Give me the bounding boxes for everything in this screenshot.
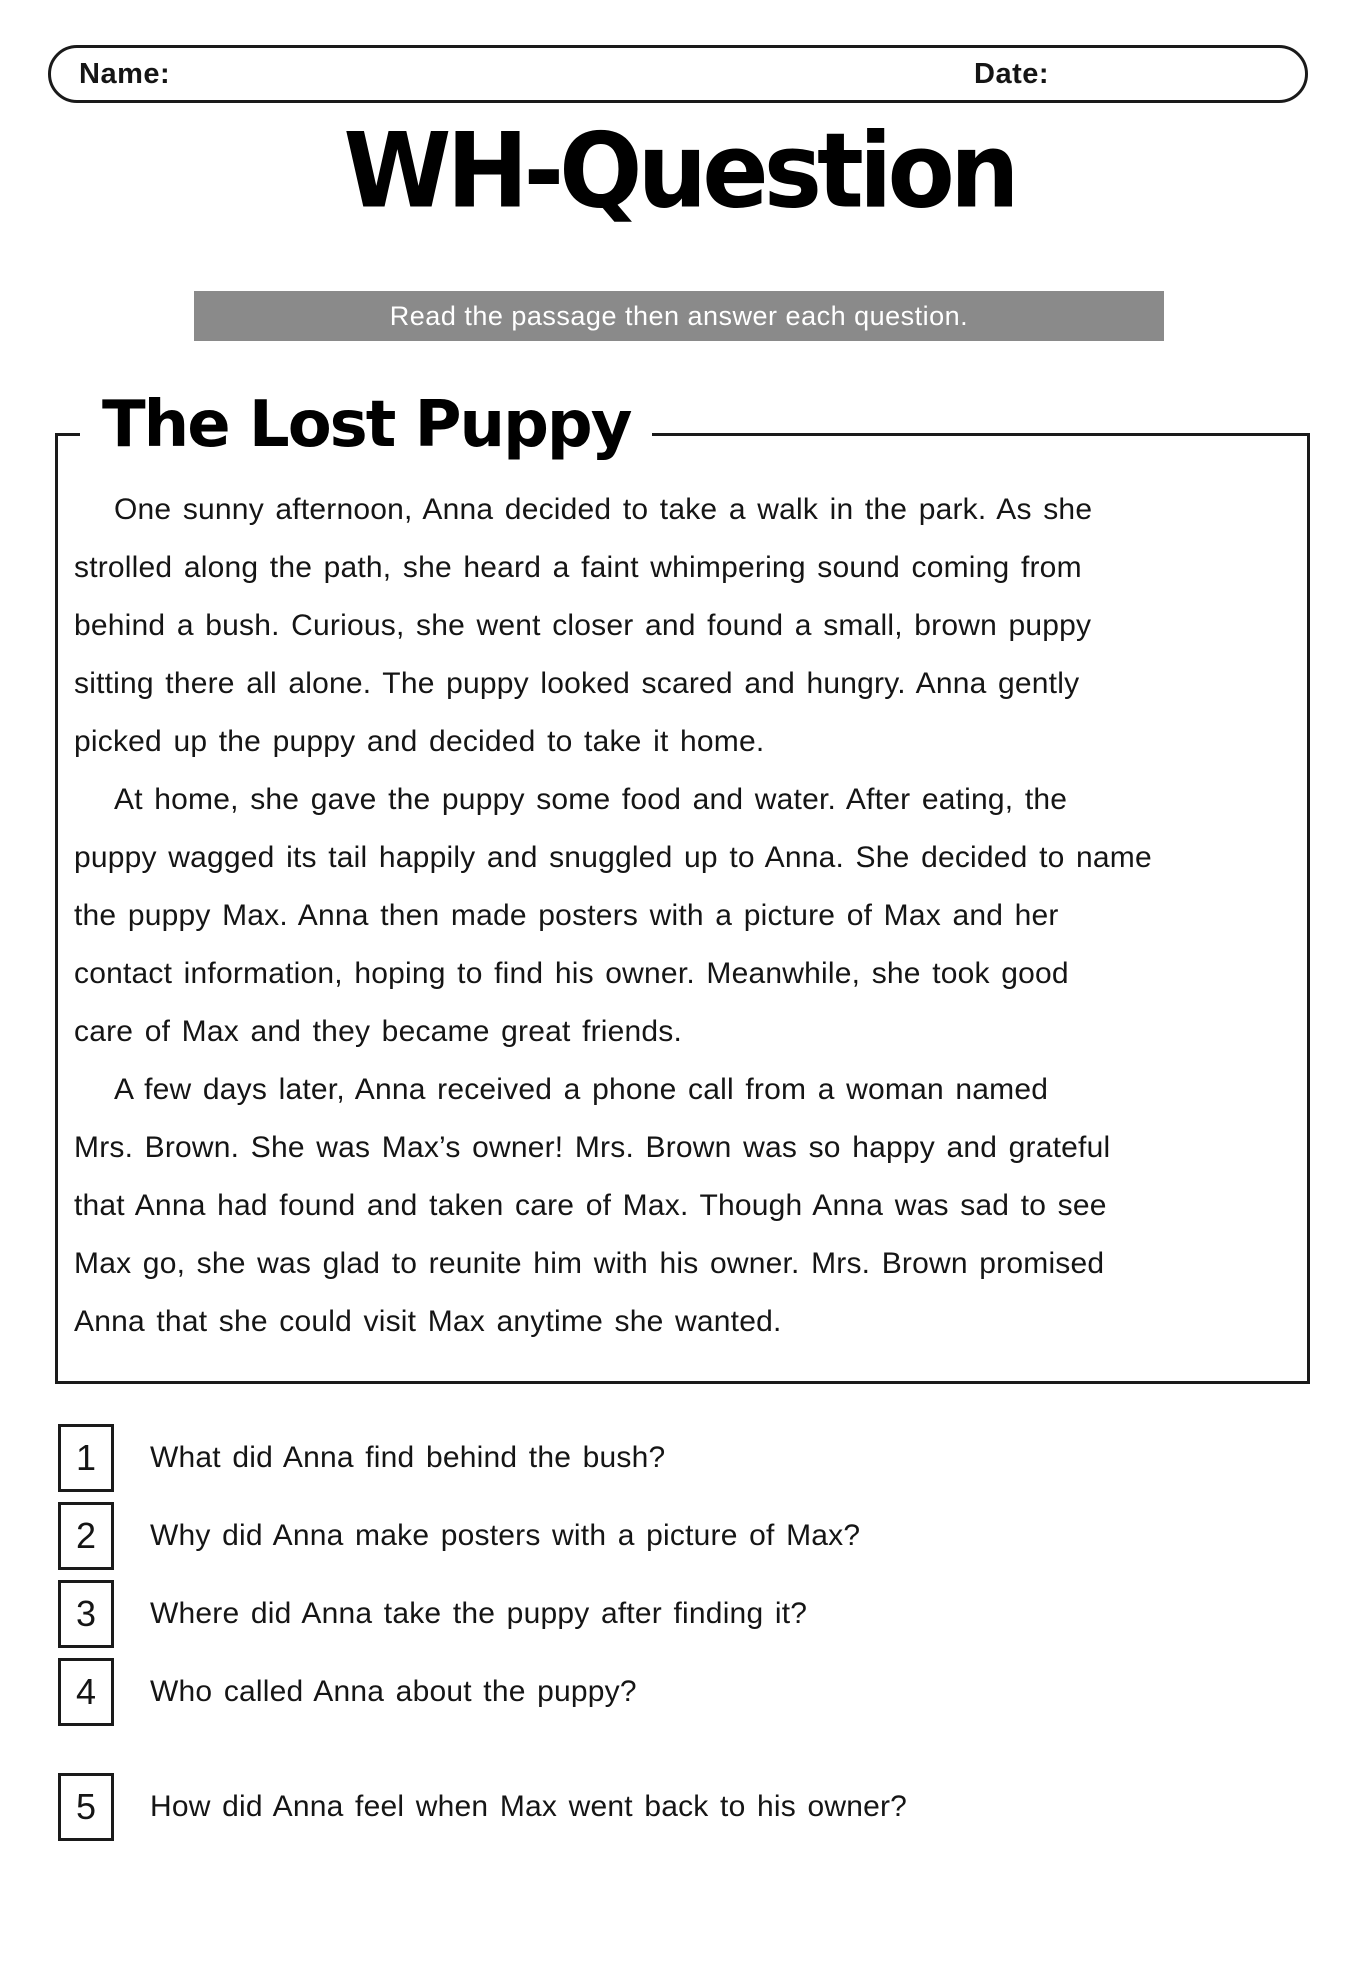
passage-line: contact information, hoping to find his owner. Meanwhile, she took good — [74, 957, 1069, 990]
question-text: What did Anna find behind the bush? — [150, 1441, 666, 1474]
passage-line: care of Max and they became great friends. — [74, 1015, 683, 1048]
passage-paragraph — [74, 481, 1289, 771]
question-number: 1 — [75, 1437, 97, 1478]
question-number: 4 — [75, 1671, 97, 1712]
date-label: Date: — [974, 57, 1050, 90]
instruction-banner — [194, 291, 1164, 341]
passage-line: behind a bush. Curious, she went closer and found a small, brown puppy — [74, 609, 1092, 642]
passage-line: One sunny afternoon, Anna decided to take a walk in the park. As she — [114, 493, 1093, 526]
question-row — [58, 1502, 1310, 1570]
passage-line: Anna that she could visit Max anytime she wanted. — [74, 1305, 782, 1338]
passage-section — [55, 388, 1310, 1384]
passage-line: sitting there all alone. The puppy looked scared and hungry. Anna gently — [74, 667, 1080, 700]
question-text: Where did Anna take the puppy after finding it? — [150, 1597, 808, 1630]
question-text: Who called Anna about the puppy? — [150, 1675, 637, 1708]
question-number: 3 — [75, 1593, 97, 1634]
question-row — [58, 1658, 1310, 1726]
question-row — [58, 1773, 1310, 1841]
question-text: How did Anna feel when Max went back to his owner? — [150, 1790, 908, 1823]
question-text: Why did Anna make posters with a picture of Max? — [150, 1519, 861, 1552]
name-label: Name: — [79, 57, 171, 90]
passage-title: The Lost Puppy — [80, 379, 652, 471]
question-row — [58, 1424, 1310, 1492]
instruction-text: Read the passage then answer each question. — [389, 300, 969, 331]
question-number: 2 — [75, 1515, 97, 1556]
question-number-box — [58, 1773, 114, 1841]
question-number-box — [58, 1658, 114, 1726]
passage-line: that Anna had found and taken care of Max. Though Anna was sad to see — [74, 1189, 1107, 1222]
question-number-box — [58, 1580, 114, 1648]
passage-paragraph — [74, 771, 1289, 1061]
passage-line: At home, she gave the puppy some food and water. After eating, the — [114, 783, 1068, 816]
passage-line: puppy wagged its tail happily and snuggled up to Anna. She decided to name — [74, 841, 1152, 874]
worksheet-page — [0, 45, 1358, 1965]
passage-line: the puppy Max. Anna then made posters with a picture of Max and her — [74, 899, 1059, 932]
worksheet-title: WH-Question — [343, 111, 1015, 232]
passage-line: Max go, she was glad to reunite him with his owner. Mrs. Brown promised — [74, 1247, 1105, 1280]
passage-line: strolled along the path, she heard a faint whimpering sound coming from — [74, 551, 1082, 584]
question-row — [58, 1580, 1310, 1648]
question-number-box — [58, 1502, 114, 1570]
name-date-box — [48, 45, 1308, 103]
question-number: 5 — [75, 1786, 97, 1827]
question-number-box — [58, 1424, 114, 1492]
passage-line: picked up the puppy and decided to take it home. — [74, 725, 765, 758]
questions-section — [58, 1424, 1310, 1841]
passage-line: Mrs. Brown. She was Max’s owner! Mrs. Brown was so happy and grateful — [74, 1131, 1111, 1164]
passage-line: A few days later, Anna received a phone call from a woman named — [114, 1073, 1049, 1106]
passage-paragraph — [74, 1061, 1289, 1351]
